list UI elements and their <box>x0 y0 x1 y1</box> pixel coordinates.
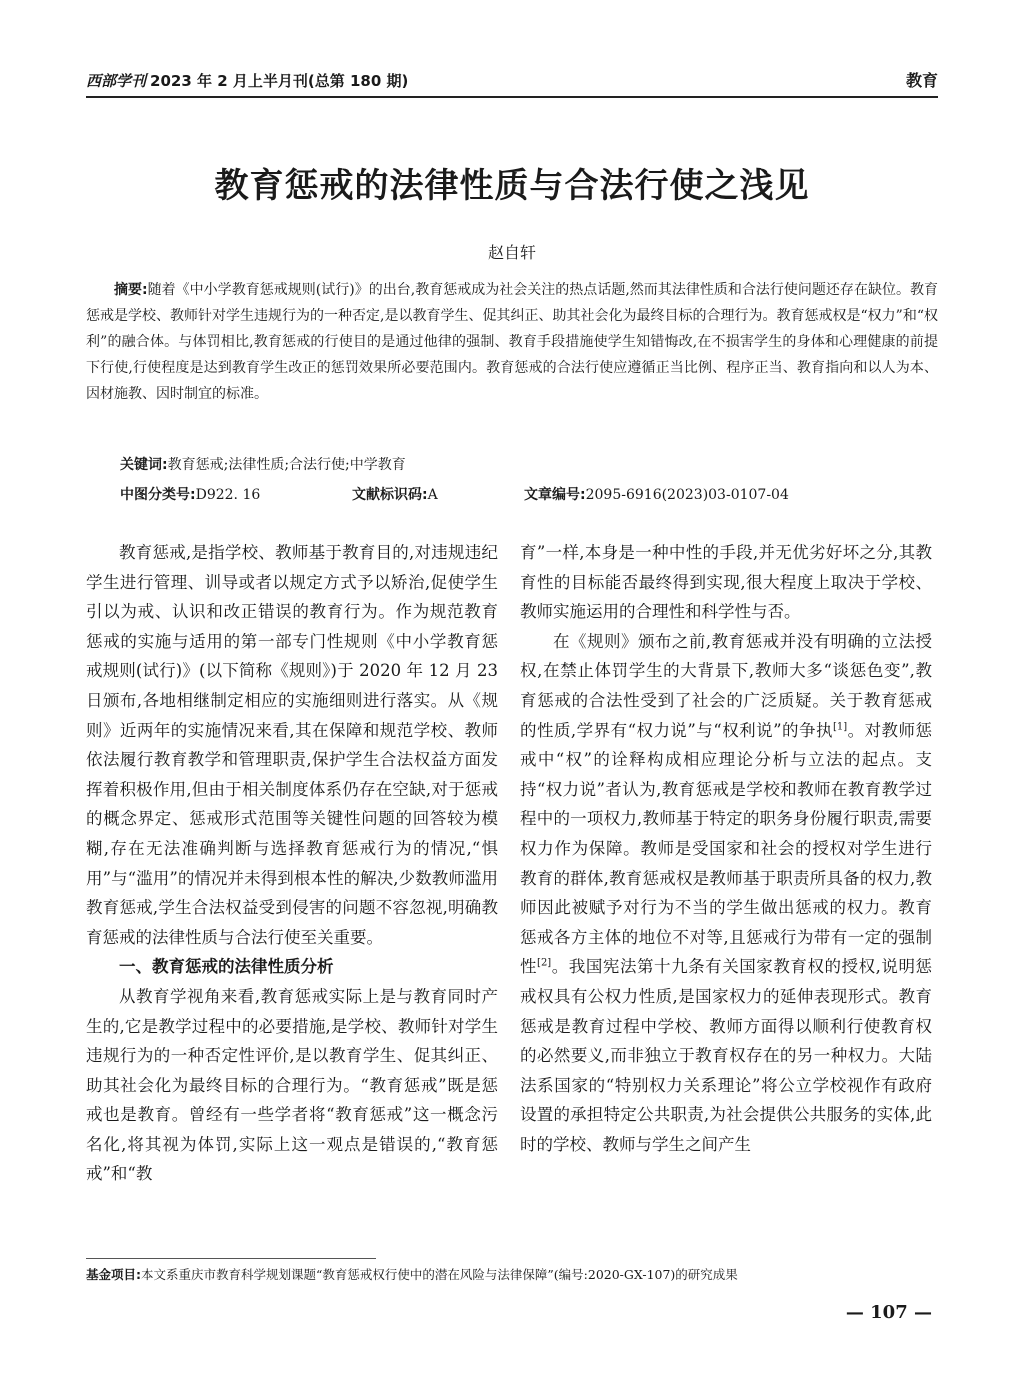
clc-value: D922. 16 <box>195 487 261 503</box>
article-title: 教育惩戒的法律性质与合法行使之浅见 <box>214 166 810 206</box>
abstract-label: 摘要: <box>114 282 148 298</box>
clc-number <box>120 482 352 508</box>
keywords-text: 教育惩戒;法律性质;合法行使;中学教育 <box>167 457 406 473</box>
keywords <box>120 452 938 478</box>
article-number <box>524 482 789 508</box>
citation-ref: [2] <box>537 957 552 969</box>
keywords-label: 关键词: <box>120 457 168 473</box>
footnote-divider <box>86 1258 376 1259</box>
funding-label: 基金项目: <box>86 1267 141 1282</box>
abstract-text: 随着《中小学教育惩戒规则(试行)》的出台,教育惩戒成为社会关注的热点话题,然而其法律性质和合法行使问题还存在缺位。教育惩戒是学校、教师针对学生违规行为的一种否定,是以教育学生、促其纠正、助其社会化为最终目标的合理行为。教育惩戒权是“权力”和“权利”的融合体。与体罚相比,教育惩戒的行使目的是通过他律的强制、教育手段措施使学生知错悔改,在不损害学生的身体和心理健康的前提下行使,行使程度是达到教育学生改正的惩罚效果所必要范围内。教育惩戒的合法行使应遵循正当比例、程序正当、教育指向和以人为本、因材施教、因时制宜的标准。 <box>86 282 938 402</box>
journal-name: 西部学刊 <box>86 72 147 90</box>
abstract <box>86 277 938 407</box>
paragraph-text: 在《规则》颁布之前,教育惩戒并没有明确的立法授权,在禁止体罚学生的大背景下,教师大多“谈惩色变”,教育惩戒的合法性受到了社会的广泛质疑。关于教育惩戒的性质,学界有“权力说”与“权利说”的争执 <box>520 631 932 740</box>
header-journal-info <box>86 70 408 96</box>
section-name: 教育 <box>905 71 938 90</box>
running-header <box>86 62 938 98</box>
article-number-label: 文章编号: <box>524 487 586 503</box>
document-code <box>352 482 524 508</box>
paragraph-text: 。对教师惩戒中“权”的诠释构成相应理论分析与立法的起点。支持“权力说”者认为,教育惩戒是学校和教师在教育教学过程中的一项权力,教师基于特定的职务身份履行职责,需要权力作为保障。教师是受国家和社会的授权对学生进行教育的群体,教育惩戒权是教师基于职责所具备的权力,教师因此被赋予对行为不当的学生做出惩戒的权力。教育惩戒各方主体的地位不对等,且惩戒行为带有一定的强制性 <box>520 720 932 977</box>
body-column-right <box>520 538 932 1159</box>
paragraph <box>520 627 932 1160</box>
funding-footnote <box>86 1266 938 1284</box>
paragraph: 从教育学视角来看,教育惩戒实际上是与教育同时产生的,它是教学过程中的必要措施,是学校、教师针对学生违规行为的一种否定性评价,是以教育学生、促其纠正、助其社会化为最终目标的合理行为。“教育惩戒”既是惩戒也是教育。曾经有一些学者将“教育惩戒”这一概念污名化,将其视为体罚,实际上这一观点是错误的,“教育惩戒”和“教 <box>86 986 498 1184</box>
author-name: 赵自轩 <box>487 243 536 262</box>
article-number-value: 2095-6916(2023)03-0107-04 <box>585 487 789 503</box>
citation-ref: [1] <box>832 721 848 733</box>
issue-info: 2023 年 2 月上半月刊(总第 180 期) <box>150 72 409 90</box>
paragraph: 教育惩戒,是指学校、教师基于教育目的,对违规违纪学生进行管理、训导或者以规定方式予以矫治,促使学生引以为戒、认识和改正错误的教育行为。作为规范教育惩戒的实施与适用的第一部专门性规则《中小学教育惩戒规则(试行)》(以下简称《规则》)于 2020 年 12 月 23 日颁布,各地相继制定相应的实施细则进行落实。从《规则》近两年的实施情况来看,其在保障和规范学校、教师依法履行教育教学和管理职责,保护学生合法权益方面发挥着积极作用,但由于相关制度体系仍存在空缺,对于惩戒的概念界定、惩戒形式范围等关键性问题的回答较为模糊,存在无法准确判断与选择教育惩戒行为的情况,“惧用”与“滥用”的情况并未得到根本性的解决,少数教师滥用教育惩戒,学生合法权益受到侵害的问题不容忽视,明确教育惩戒的法律性质与合法行使至关重要。 <box>86 543 498 947</box>
section-heading: 一、教育惩戒的法律性质分析 <box>119 957 334 977</box>
clc-label: 中图分类号: <box>120 487 196 503</box>
funding-text: 本文系重庆市教育科学规划课题“教育惩戒权行使中的潜在风险与法律保障”(编号:2020-GX-107)的研究成果 <box>141 1267 738 1282</box>
page-number: — 107 — <box>845 1302 932 1323</box>
body-column-left <box>86 538 498 1189</box>
paragraph: 育”一样,本身是一种中性的手段,并无优劣好坏之分,其教育性的目标能否最终得到实现,很大程度上取决于学校、教师实施运用的合理性和科学性与否。 <box>520 543 932 622</box>
doc-code-label: 文献标识码: <box>352 487 428 503</box>
paragraph-text: 。我国宪法第十九条有关国家教育权的授权,说明惩戒权具有公权力性质,是国家权力的延伸表现形式。教育惩戒是教育过程中学校、教师方面得以顺利行使教育权的必然要义,而非独立于教育权存在的另一种权力。大陆法系国家的“特别权力关系理论”将公立学校视作有政府设置的承担特定公共职责,为社会提供公共服务的实体,此时的学校、教师与学生之间产生 <box>520 957 932 1154</box>
classification-info <box>120 482 938 508</box>
doc-code-value: A <box>427 487 438 503</box>
